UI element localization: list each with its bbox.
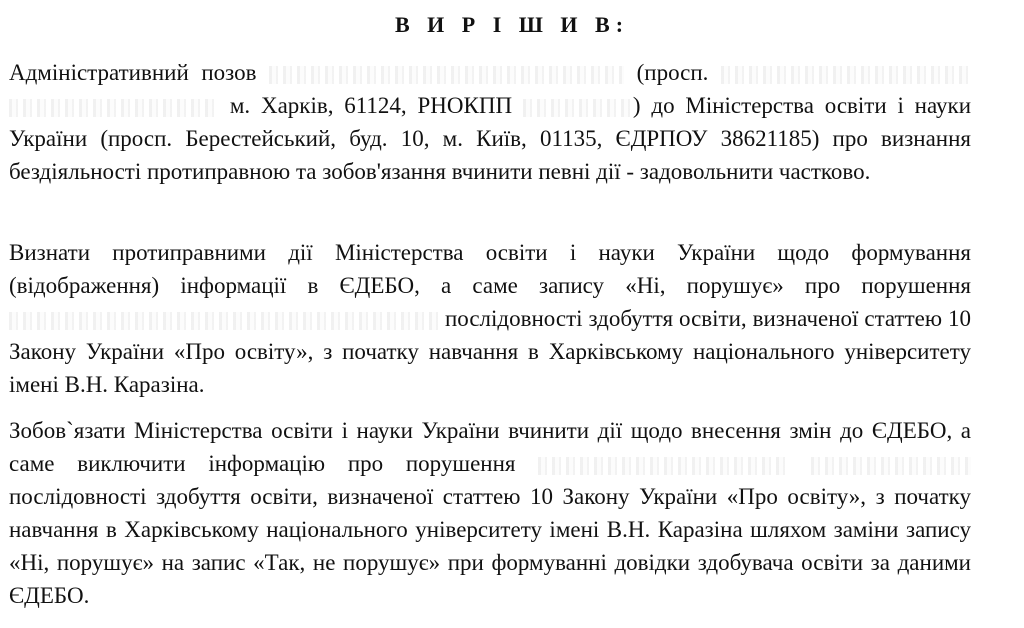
redacted-person-name [9, 312, 439, 330]
paragraph-3-text-1: Зобов`язати Міністерства освіти і науки України вчинити дії щодо внесення змін до ЄДЕБО, а саме виключити інформацію про порушення [9, 418, 971, 476]
redacted-address [721, 66, 971, 84]
paragraph-1-text-3: м. Харків, 61124, РНОКПП [229, 93, 513, 118]
redacted-person-name [538, 457, 788, 475]
redacted-tax-id [523, 99, 633, 117]
paragraph-1-text-4: ) до Міністерства освіти і науки України (просп. Берестейський, буд. 10, м. Київ, 01135, ЄДРПОУ 38621185) про визнання бездіяльності протиправною та зобов'язання вчинити певні дії - задовольнити частково. [9, 93, 972, 184]
paragraph-2-text-2: послідовності здобуття освіти, визначеної статтею 10 Закону України «Про освіту», з початку навчання в Харківському національного університету імені В.Н. Каразіна. [9, 306, 972, 397]
paragraph-oblige [9, 414, 971, 612]
redacted-address-line [9, 99, 219, 117]
redacted-name [269, 66, 624, 84]
paragraph-lawsuit [9, 56, 971, 188]
paragraph-1-text-2: (просп. [636, 60, 709, 85]
redacted-person-name-line [811, 457, 971, 475]
decision-heading: В И Р І Ш И В: [394, 12, 630, 37]
paragraph-2-text-1: Визнати протиправними дії Міністерства освіти і науки України щодо формування (відображення) інформації в ЄДЕБО, а саме запису «Ні, порушує» про порушення [9, 240, 971, 298]
paragraph-3-text-2: послідовності здобуття освіти, визначеної статтею 10 Закону України «Про освіту», з початку навчання в Харківському національного університету імені В.Н. Каразіна шляхом заміни запису «Ні, порушує» на запис «Так, не порушує» при формуванні довідки здобувача освіти за даними ЄДЕБО. [9, 484, 971, 608]
paragraph-declare-unlawful [9, 236, 971, 401]
paragraph-1-text-1: Адміністративний позов [9, 60, 257, 85]
